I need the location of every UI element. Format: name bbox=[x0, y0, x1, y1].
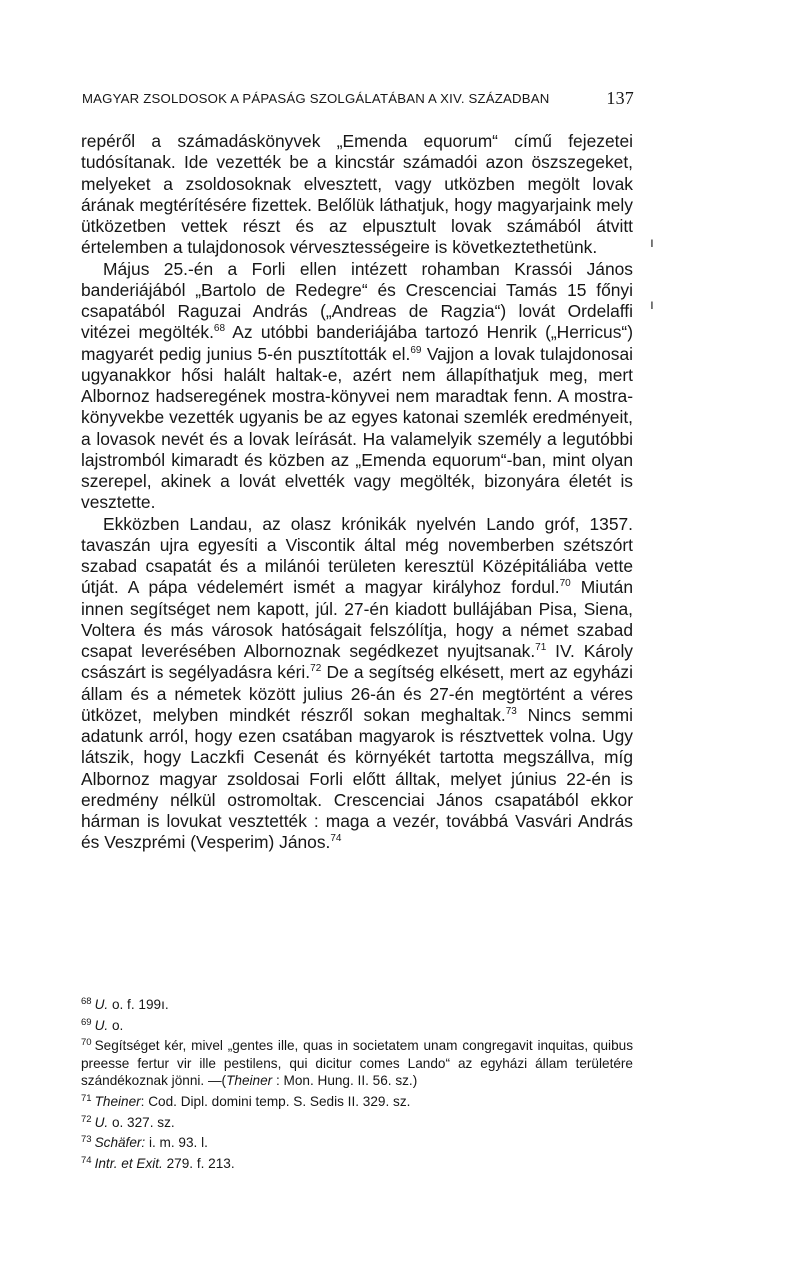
footnote-68 bbox=[81, 993, 633, 1014]
footnote-70 bbox=[81, 1034, 633, 1090]
footnote-text-end: : Mon. Hung. II. 56. sz.) bbox=[272, 1073, 418, 1089]
paragraph-3-text-e: Nincs semmi adatunk arról, hogy ezen csatában magyarok is résztvettek volna. Ugy látszik, hogy Laczkfi Cesenát és környékét tartotta megszállva, míg Albornoz magyar zsoldosai Forli előtt álltak, melyet június 22-én is eredmény nélkül ostromoltak. Crescenciai János csapatából ekkor hárman is lovukat vesztették : maga a vezér, továbbá Vasvári András és Veszprémi (Vesperim) János. bbox=[81, 704, 633, 853]
paragraph-1-text: repéről a számadáskönyvek „Emenda equorum“ című fejezetei tudósítanak. Ide vezették be a kincstár számadói azon öszszegeket, melyeket a zsoldosoknak elvesztett, vagy utközben megölt lovak árának megtérítésére fizettek. Belőlük láthatjuk, hogy magyarjaink mely ütközetben vettek részt és az elpusztult lovak számából átvitt értelemben a tulajdonosok vérvesztességeire is következtethetünk. bbox=[81, 131, 633, 258]
footnote-ref-74[interactable]: 74 bbox=[330, 833, 342, 845]
footnote-source: Theiner bbox=[226, 1073, 273, 1089]
footnote-ref-69[interactable]: 69 bbox=[410, 344, 422, 356]
margin-mark: ı bbox=[650, 234, 654, 250]
footnote-text: o. 327. sz. bbox=[108, 1114, 175, 1130]
footnote-source: Theiner bbox=[94, 1093, 141, 1109]
paragraph-3 bbox=[81, 514, 633, 854]
footnote-number: 73 bbox=[81, 1134, 92, 1146]
footnote-source: Intr. et Exit. bbox=[94, 1155, 163, 1171]
footnote-source: U. bbox=[94, 997, 109, 1012]
footnote-number: 72 bbox=[81, 1113, 92, 1125]
paragraph-3-text-d: De a segítség elkésett, mert az egyházi állam és a németek között julius 26-án és 27-én megtörtént a véres ütközet, melyben mindkét részről sokan meghaltak. bbox=[81, 662, 633, 725]
footnote-number: 71 bbox=[81, 1092, 92, 1104]
footnote-text: 279. f. 213. bbox=[162, 1155, 235, 1171]
paragraph-3-text-a: Ekközben Landau, az olasz krónikák nyelvén Lando gróf, 1357. tavaszán ujra egyesíti a Viscontik által még novemberben szétszórt szabad csapatát és a milánói területen keresztül Középitáliába vette útját. A pápa védelemért ismét a magyar királyhoz fordul. bbox=[81, 513, 633, 598]
footnote-ref-73[interactable]: 73 bbox=[505, 705, 517, 717]
footnote-text: i. m. 93. l. bbox=[145, 1135, 208, 1151]
body-text bbox=[81, 131, 633, 854]
footnote-73 bbox=[81, 1131, 633, 1152]
paragraph-1 bbox=[81, 131, 633, 259]
paragraph-2 bbox=[81, 259, 633, 514]
running-head-title: MAGYAR ZSOLDOSOK A PÁPASÁG SZOLGÁLATÁBAN A XIV. SZÁZADBAN bbox=[82, 91, 550, 106]
footnote-text: Segítséget kér, mivel „gentes ille, quas in societatem unam congregavit inquitas, quibus preesse fertur vir ille pestilens, qui dicitur comes Lando“ az egyházi állam területére szándékoznak jönni. —( bbox=[81, 1038, 633, 1089]
footnotes bbox=[81, 993, 633, 1172]
footnote-72 bbox=[81, 1111, 633, 1132]
paragraph-2-text-b: Az utóbbi banderiájába tartozó Henrik („Herricus“) magyarét pedig junius 5-én pusztították el. bbox=[81, 322, 633, 364]
footnote-number: 69 bbox=[81, 1016, 92, 1028]
footnote-number: 74 bbox=[81, 1154, 92, 1166]
paragraph-2-text-c: Vajjon a lovak tulajdonosai ugyanakkor hősi halált haltak-e, azért nem állapíthatjuk meg, mert Albornoz hadseregének mostra-könyvei nem maradtak fenn. A mostra-könyvekbe vezették ugyanis be az egyes katonai szemlék eredményeit, a lovasok nevét és a lovak leírását. Ha valamelyik személy a legutóbbi lajstromból kimaradt és közben az „Emenda equorum“-ban, mint olyan szerepel, akinek a lovát elvették vagy megölték, bizonyára életét is vesztette. bbox=[81, 343, 634, 513]
footnote-74 bbox=[81, 1152, 633, 1173]
paragraph-3-text-b: Miután innen segítséget nem kapott, júl. 27-én kiadott bullájában Pisa, Siena, Voltera és más városok hatóságait felszólítja, hogy a német szabad csapat leverésében Albornoznak segédkezet nyujtsanak. bbox=[81, 577, 633, 661]
footnote-ref-72[interactable]: 72 bbox=[310, 663, 322, 675]
paragraph-3-text-c: IV. Károly császárt is segélyadásra kéri. bbox=[81, 641, 634, 683]
paragraph-2-text-a: Május 25.-én a Forli ellen intézett rohamban Krassói János banderiájából „Bartolo de Redegre“ és Crescenciai Tamás 15 főnyi csapatából Raguzai András („Andreas de Ragzia“) lovát Ordelaffi vitézei megölték. bbox=[81, 258, 633, 343]
running-head bbox=[82, 88, 642, 110]
footnote-text: : Cod. Dipl. domini temp. S. Sedis II. 329. sz. bbox=[140, 1093, 411, 1109]
footnote-ref-68[interactable]: 68 bbox=[213, 323, 226, 335]
footnote-source: U. bbox=[94, 1114, 109, 1130]
footnote-text: o. f. 199ı. bbox=[108, 997, 169, 1012]
footnote-ref-71[interactable]: 71 bbox=[535, 642, 547, 653]
footnote-ref-70[interactable]: 70 bbox=[559, 578, 571, 590]
footnote-source: U. bbox=[94, 1017, 109, 1033]
footnote-69 bbox=[81, 1014, 633, 1035]
footnote-source: Schäfer: bbox=[94, 1135, 146, 1151]
margin-mark: ı bbox=[650, 296, 654, 312]
footnote-text: o. bbox=[108, 1017, 124, 1033]
footnote-number: 70 bbox=[81, 1037, 92, 1049]
footnote-number: 68 bbox=[81, 996, 92, 1007]
page-number: 137 bbox=[606, 88, 634, 108]
footnote-71 bbox=[81, 1090, 633, 1111]
